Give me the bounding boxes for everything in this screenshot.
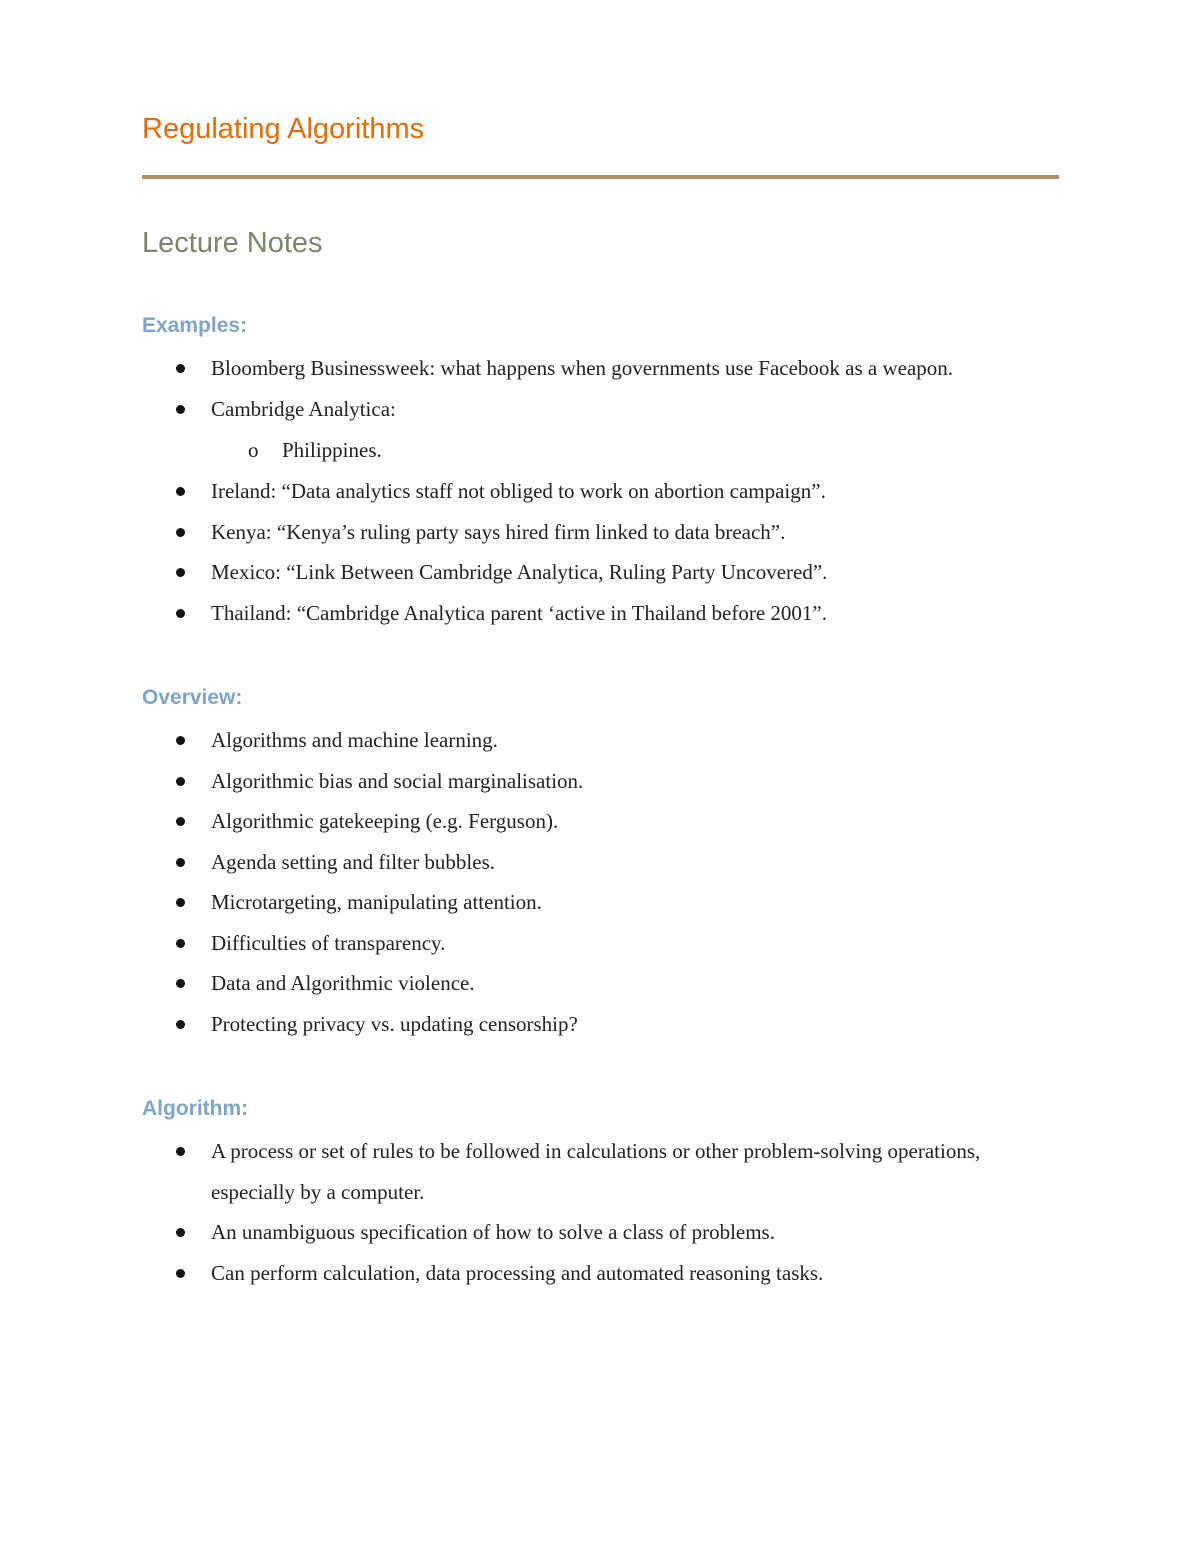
- list-item-text: Algorithmic bias and social marginalisation.: [211, 768, 584, 793]
- bullet-icon: [176, 487, 185, 496]
- section-heading-algorithm: Algorithm:: [142, 1097, 249, 1120]
- bullet-icon: [176, 405, 185, 414]
- list-item: [142, 389, 1042, 430]
- list-item-text: Ireland: “Data analytics staff not obliged to work on abortion campaign”.: [211, 479, 826, 503]
- bullet-icon: [176, 1020, 185, 1029]
- sub-list-item: [142, 429, 1042, 471]
- document-subtitle: Lecture Notes: [142, 227, 323, 259]
- bullet-icon: [176, 736, 185, 745]
- bullet-icon: [176, 609, 185, 618]
- overview-list: [142, 720, 1042, 1044]
- list-item: [142, 842, 1042, 883]
- list-item-text: Bloomberg Businessweek: what happens when governments use Facebook as a weapon.: [211, 356, 954, 380]
- list-item-text: Protecting privacy vs. updating censorship?: [211, 1011, 578, 1036]
- section-heading-overview: Overview:: [142, 686, 243, 709]
- list-item-text: Can perform calculation, data processing and automated reasoning tasks.: [211, 1260, 824, 1285]
- examples-list: [142, 348, 1042, 633]
- bullet-icon: [176, 858, 185, 867]
- list-item-text: Thailand: “Cambridge Analytica parent ‘active in Thailand before 2001”.: [211, 600, 827, 625]
- list-item: [142, 923, 1042, 964]
- bullet-icon: [176, 777, 185, 786]
- list-item: [142, 1212, 1042, 1253]
- title-divider: [142, 175, 1059, 179]
- section-heading-examples: Examples:: [142, 314, 248, 337]
- list-item-text: An unambiguous specification of how to solve a class of problems.: [211, 1220, 775, 1244]
- bullet-icon: [176, 939, 185, 948]
- bullet-icon: [176, 1147, 185, 1156]
- list-item: [142, 761, 1042, 802]
- list-item: [142, 552, 1042, 593]
- bullet-icon: [176, 364, 185, 373]
- bullet-icon: [176, 1269, 185, 1278]
- list-item-text: Algorithmic gatekeeping (e.g. Ferguson).: [211, 809, 559, 833]
- bullet-icon: [176, 898, 185, 907]
- list-item-text: Mexico: “Link Between Cambridge Analytica, Ruling Party Uncovered”.: [211, 560, 828, 584]
- bullet-icon: [176, 568, 185, 577]
- list-item: [142, 720, 1042, 761]
- list-item: [142, 471, 1042, 512]
- list-item: [142, 801, 1042, 842]
- list-item: [142, 1004, 1042, 1045]
- list-item-text: Agenda setting and filter bubbles.: [211, 849, 496, 874]
- bullet-icon: [176, 1228, 185, 1237]
- list-item-text: A process or set of rules to be followed in calculations or other problem-solving operations, especially by a computer.: [211, 1139, 981, 1204]
- list-item-text: Data and Algorithmic violence.: [211, 971, 475, 995]
- list-item-text: Algorithms and machine learning.: [211, 728, 498, 752]
- list-item-text: Microtargeting, manipulating attention.: [211, 890, 542, 914]
- list-item-text: Cambridge Analytica:: [211, 396, 396, 421]
- list-item-text: Kenya: “Kenya’s ruling party says hired firm linked to data breach”.: [211, 519, 786, 544]
- algorithm-list: [142, 1131, 1042, 1293]
- bullet-icon: [176, 979, 185, 988]
- list-item-text: Difficulties of transparency.: [211, 930, 446, 955]
- bullet-icon: [176, 528, 185, 537]
- list-item: [142, 593, 1042, 634]
- list-item: [142, 1131, 1042, 1212]
- document-title: Regulating Algorithms: [142, 113, 425, 145]
- list-item: [142, 963, 1042, 1004]
- list-item: [142, 1253, 1042, 1294]
- list-item: [142, 882, 1042, 923]
- list-item: [142, 512, 1042, 553]
- sub-list-item-text: Philippines.: [282, 438, 382, 462]
- list-item: [142, 348, 1042, 389]
- hollow-bullet-icon: o: [248, 438, 259, 462]
- bullet-icon: [176, 817, 185, 826]
